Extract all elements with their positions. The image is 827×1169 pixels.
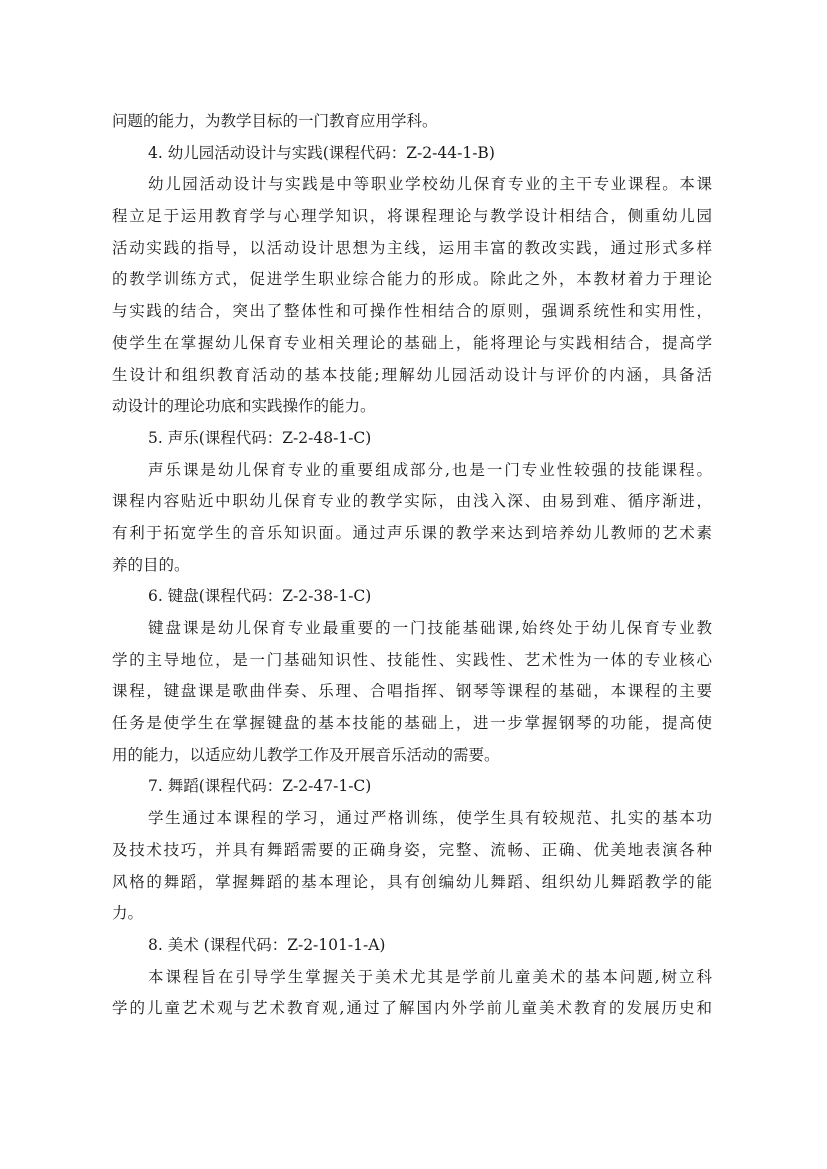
paragraph-line: 学的儿童艺术观与艺术教育观,通过了解国内外学前儿童美术教育的发展历史和 [112,999,714,1018]
paragraph-line: 问题的能力，为教学目标的一门教育应用学科。 [112,112,438,130]
paragraph-line: 活动实践的指导，以活动设计思想为主线，运用丰富的教改实践，通过形式多样 [112,238,714,257]
section-heading: 6. 键盘(课程代码：Z-2-38-1-C) [148,587,372,606]
section-heading: 5. 声乐(课程代码：Z-2-48-1-C) [148,428,372,447]
section-heading: 8. 美术 (课程代码：Z-2-101-1-A) [148,935,386,954]
section-heading: 4. 幼儿园活动设计与实践(课程代码：Z-2-44-1-B) [148,143,495,162]
paragraph-line: 本课程旨在引导学生掌握关于美术尤其是学前儿童美术的基本问题,树立科 [148,967,714,986]
paragraph-line: 用的能力，以适应幼儿教学工作及开展音乐活动的需要。 [112,745,500,764]
paragraph-line: 与实践的结合，突出了整体性和可操作性相结合的原则，强调系统性和实用性， [112,302,714,321]
paragraph-line: 有利于拓宽学生的音乐知识面。通过声乐课的教学来达到培养幼儿教师的艺术素 [112,523,714,542]
paragraph-line: 力。 [112,904,144,923]
paragraph-line: 动设计的理论功底和实践操作的能力。 [112,397,376,416]
document-body [112,106,712,1025]
paragraph-line: 生设计和组织教育活动的基本技能;理解幼儿园活动设计与评价的内涵，具备活 [112,365,714,384]
paragraph-line: 课程内容贴近中职幼儿保育专业的教学实际，由浅入深、由易到难、循序渐进， [112,492,714,511]
paragraph-line: 课程，键盘课是歌曲伴奏、乐理、合唱指挥、钢琴等课程的基础，本课程的主要 [112,682,714,701]
paragraph-line: 学生通过本课程的学习，通过严格训练，使学生具有较规范、扎实的基本功 [148,809,714,828]
paragraph-line: 使学生在掌握幼儿保育专业相关理论的基础上，能将理论与实践相结合，提高学 [112,333,714,352]
paragraph-line: 程立足于运用教育学与心理学知识，将课程理论与教学设计相结合，侧重幼儿园 [112,207,714,226]
paragraph-line: 学的主导地位，是一门基础知识性、技能性、实践性、艺术性为一体的专业核心 [112,650,714,669]
paragraph-line: 声乐课是幼儿保育专业的重要组成部分,也是一门专业性较强的技能课程。 [148,460,714,479]
paragraph-line: 养的目的。 [112,555,190,574]
paragraph-line: 及技术技巧，并具有舞蹈需要的正确身姿，完整、流畅、正确、优美地表演各种 [112,840,714,859]
paragraph-line: 幼儿园活动设计与实践是中等职业学校幼儿保育专业的主干专业课程。本课 [148,175,714,194]
paragraph-line: 的教学训练方式，促进学生职业综合能力的形成。除此之外，本教材着力于理论 [112,270,714,289]
paragraph-line: 任务是使学生在掌握键盘的基本技能的基础上，进一步掌握钢琴的功能，提高使 [112,714,714,733]
section-heading: 7. 舞蹈(课程代码：Z-2-47-1-C) [148,777,372,796]
paragraph-line: 风格的舞蹈，掌握舞蹈的基本理论，具有创编幼儿舞蹈、组织幼儿舞蹈教学的能 [112,872,714,891]
paragraph-line: 键盘课是幼儿保育专业最重要的一门技能基础课,始终处于幼儿保育专业教 [148,619,714,637]
